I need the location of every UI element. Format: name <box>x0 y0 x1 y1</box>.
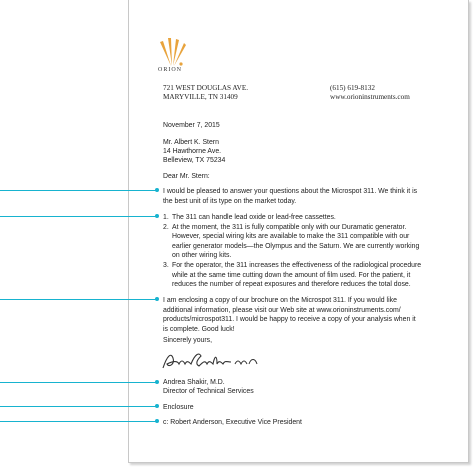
callout-dot <box>155 214 159 218</box>
callout-dot <box>155 404 159 408</box>
phone-number: (615) 619-8132 <box>330 84 375 92</box>
list-item-line: For the operator, the 311 increases the effectiveness of the radiological procedure <box>172 261 422 269</box>
list-item-line: earlier generator models—the Olympus and the Saturn. We are currently working <box>172 242 420 250</box>
intro-paragraph <box>163 187 417 206</box>
list-item-line: reduces the number of repeat exposures and therefore reduces the total dose. <box>172 281 411 289</box>
paragraph-line: I would be pleased to answer your questions about the Microspot 311. We think it is <box>163 188 418 195</box>
callout-line <box>0 190 157 191</box>
callout-dot <box>155 419 159 423</box>
address-line-1: 721 WEST DOUGLAS AVE. <box>163 84 249 92</box>
salutation: Dear Mr. Stern: <box>163 173 210 180</box>
list-item-line: on other wiring kits. <box>172 252 232 260</box>
recipient-line: Mr. Albert K. Stern <box>163 139 219 146</box>
list-item-line: The 311 can handle lead oxide or lead-free cassettes. <box>172 214 336 221</box>
signer-name: Andrea Shakir, M.D. <box>163 379 225 386</box>
recipient-line: 14 Hawthorne Ave. <box>163 148 222 155</box>
address-line-2: MARYVILLE, TN 31409 <box>163 93 238 101</box>
complimentary-close: Sincerely yours, <box>163 337 213 344</box>
paragraph-line: I am enclosing a copy of our brochure on the Microspot 311. If you would like <box>163 297 397 304</box>
callout-dot <box>155 380 159 384</box>
paragraph-line: products/microspot311. I would be happy to receive a copy of your analysis when it <box>163 316 416 324</box>
paragraph-line: the best unit of its type on the market today. <box>163 197 297 205</box>
list-number: 2. <box>163 223 169 231</box>
callout-dot <box>155 297 159 301</box>
callout-line <box>0 299 157 300</box>
feature-list <box>163 213 421 290</box>
enclosure-notation: Enclosure <box>163 404 194 411</box>
list-number: 3. <box>163 261 169 269</box>
copy-notation: c: Robert Anderson, Executive Vice President <box>163 419 302 426</box>
letter-date: November 7, 2015 <box>163 122 220 129</box>
callout-line <box>0 421 157 422</box>
website: www.orioninstruments.com <box>330 93 410 101</box>
closing-paragraph <box>163 296 416 334</box>
callout-line <box>0 406 157 407</box>
list-item <box>163 213 421 223</box>
list-item-line: At the moment, the 311 is fully compatible only with our Duramatic generator. <box>172 223 407 231</box>
paragraph-line: is complete. Good luck! <box>163 325 235 333</box>
callout-line <box>0 382 157 383</box>
brand-name: ORION <box>158 67 182 73</box>
list-item <box>163 223 421 261</box>
callout-dot <box>155 188 159 192</box>
signer-title: Director of Technical Services <box>163 388 254 395</box>
signature-icon <box>161 350 261 372</box>
callout-line <box>0 216 157 217</box>
paragraph-line: additional information, please visit our Web site at www.orioninstruments.com/ <box>163 306 401 314</box>
list-item-line: while at the same time cutting down the amount of film used. For the patient, it <box>172 271 411 279</box>
list-item-line: However, special wiring kits are available to make the 311 compatible with our <box>172 233 410 241</box>
list-item <box>163 261 421 290</box>
recipient-line: Belleview, TX 75234 <box>163 157 226 164</box>
list-number: 1. <box>163 214 169 221</box>
